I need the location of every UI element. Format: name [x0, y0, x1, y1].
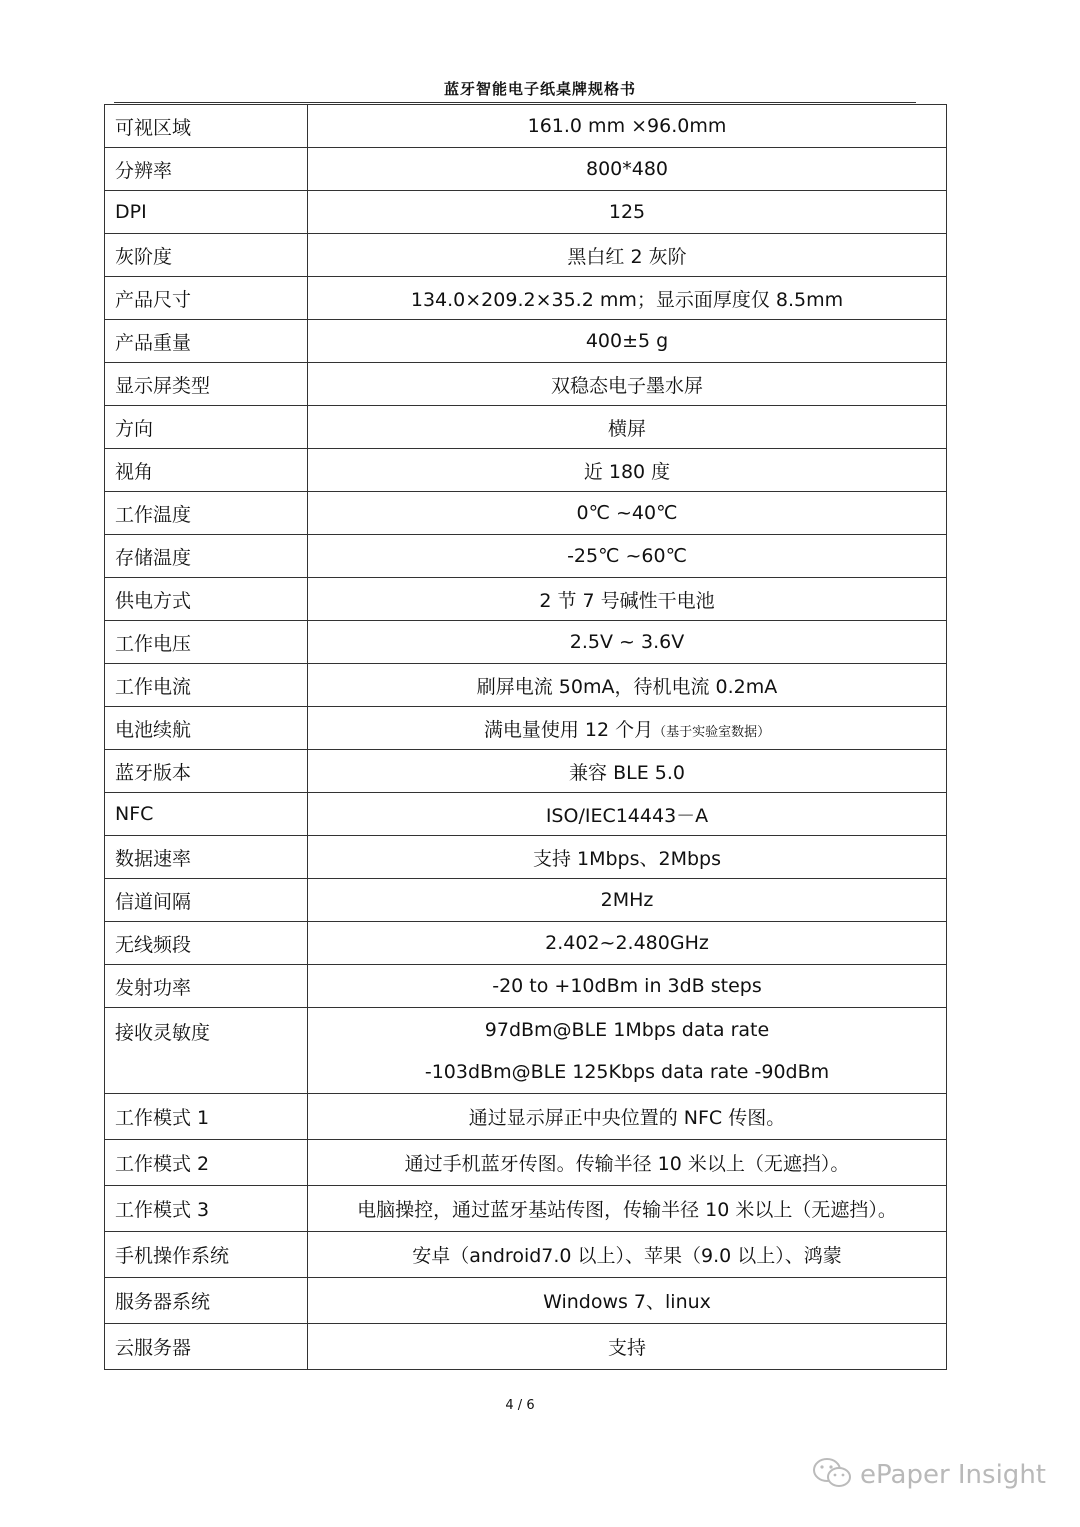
row-label: 工作模式 2: [105, 1140, 308, 1186]
row-value: 通过显示屏正中央位置的 NFC 传图。: [308, 1094, 947, 1140]
row-value: 电脑操控，通过蓝牙基站传图，传输半径 10 米以上（无遮挡）。: [308, 1186, 947, 1232]
table-row: [105, 406, 947, 449]
row-value: 125: [308, 191, 947, 234]
row-value: [308, 707, 947, 750]
row-label: 灰阶度: [105, 234, 308, 277]
table-row: [105, 1008, 947, 1094]
row-label: 显示屏类型: [105, 363, 308, 406]
row-value: 支持 1Mbps、2Mbps: [308, 836, 947, 879]
row-label: DPI: [105, 191, 308, 234]
row-value: 兼容 BLE 5.0: [308, 750, 947, 793]
row-value: 2MHz: [308, 879, 947, 922]
row-value: [308, 1008, 947, 1094]
battery-life-note: （基于实验室数据）: [653, 724, 771, 740]
row-label: 供电方式: [105, 578, 308, 621]
table-row: [105, 707, 947, 750]
table-row: [105, 750, 947, 793]
table-row: [105, 191, 947, 234]
spec-table: [104, 104, 947, 1370]
row-value: 400±5 g: [308, 320, 947, 363]
table-row: [105, 621, 947, 664]
row-value: 黑白红 2 灰阶: [308, 234, 947, 277]
table-row: [105, 363, 947, 406]
wechat-icon: [812, 1456, 854, 1494]
document-title: 蓝牙智能电子纸桌牌规格书: [443, 80, 636, 98]
sensitivity-line-2: -103dBm@BLE 125Kbps data rate -90dBm: [424, 1060, 830, 1083]
row-label: 产品重量: [105, 320, 308, 363]
row-label: 视角: [105, 449, 308, 492]
row-value: 横屏: [308, 406, 947, 449]
row-label: 工作电压: [105, 621, 308, 664]
row-label: 可视区域: [105, 105, 308, 148]
row-label: 方向: [105, 406, 308, 449]
table-row: [105, 879, 947, 922]
row-label: 数据速率: [105, 836, 308, 879]
row-label: 蓝牙版本: [105, 750, 308, 793]
table-row: [105, 1140, 947, 1186]
table-row: [105, 277, 947, 320]
row-label: 手机操作系统: [105, 1232, 308, 1278]
row-value: 2.402~2.480GHz: [308, 922, 947, 965]
header-rule: [114, 102, 916, 103]
row-value: 134.0×209.2×35.2 mm；显示面厚度仅 8.5mm: [308, 277, 947, 320]
table-row: [105, 836, 947, 879]
watermark-text: ePaper Insight: [860, 1460, 1046, 1490]
row-value: 161.0 mm ×96.0mm: [308, 105, 947, 148]
table-row: [105, 1278, 947, 1324]
row-label: 产品尺寸: [105, 277, 308, 320]
page-number: 4 / 6: [505, 1398, 535, 1413]
row-label: 电池续航: [105, 707, 308, 750]
row-value: 2.5V ~ 3.6V: [308, 621, 947, 664]
table-row: [105, 1094, 947, 1140]
row-label: 信道间隔: [105, 879, 308, 922]
row-label: 无线频段: [105, 922, 308, 965]
table-row: [105, 234, 947, 277]
watermark: [812, 1456, 1046, 1494]
row-value: 2 节 7 号碱性干电池: [308, 578, 947, 621]
row-value: 800*480: [308, 148, 947, 191]
row-value: Windows 7、linux: [308, 1278, 947, 1324]
row-label: 发射功率: [105, 965, 308, 1008]
table-row: [105, 965, 947, 1008]
table-row: [105, 148, 947, 191]
row-label: 接收灵敏度: [105, 1008, 308, 1094]
row-label: NFC: [105, 793, 308, 836]
row-value: ISO/IEC14443－A: [308, 793, 947, 836]
row-value: 通过手机蓝牙传图。传输半径 10 米以上（无遮挡）。: [308, 1140, 947, 1186]
table-row: [105, 320, 947, 363]
row-value: 双稳态电子墨水屏: [308, 363, 947, 406]
row-label: 工作电流: [105, 664, 308, 707]
table-row: [105, 535, 947, 578]
battery-life-value: 满电量使用 12 个月: [483, 718, 654, 741]
table-row: [105, 1186, 947, 1232]
row-value: 安卓（android7.0 以上）、苹果（9.0 以上）、鸿蒙: [308, 1232, 947, 1278]
row-label: 工作温度: [105, 492, 308, 535]
table-row: [105, 1324, 947, 1370]
table-row: [105, 1232, 947, 1278]
row-value: -20 to +10dBm in 3dB steps: [308, 965, 947, 1008]
row-value: 近 180 度: [308, 449, 947, 492]
table-row: [105, 105, 947, 148]
row-value: 支持: [308, 1324, 947, 1370]
row-value: 刷屏电流 50mA，待机电流 0.2mA: [308, 664, 947, 707]
row-value: 0℃ ~40℃: [308, 492, 947, 535]
table-row: [105, 578, 947, 621]
row-label: 工作模式 3: [105, 1186, 308, 1232]
row-label: 服务器系统: [105, 1278, 308, 1324]
row-label: 存储温度: [105, 535, 308, 578]
table-row: [105, 492, 947, 535]
row-label: 分辨率: [105, 148, 308, 191]
row-label: 云服务器: [105, 1324, 308, 1370]
row-value: -25℃ ~60℃: [308, 535, 947, 578]
table-row: [105, 664, 947, 707]
sensitivity-line-1: 97dBm@BLE 1Mbps data rate: [484, 1018, 770, 1041]
table-row: [105, 922, 947, 965]
row-label: 工作模式 1: [105, 1094, 308, 1140]
table-row: [105, 449, 947, 492]
table-row: [105, 793, 947, 836]
